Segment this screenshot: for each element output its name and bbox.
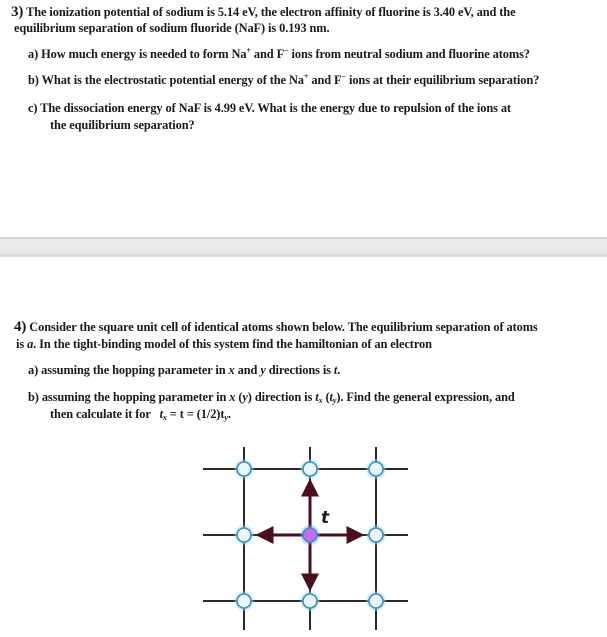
- problem-3-number: 3): [11, 4, 24, 20]
- part-label: c): [28, 101, 38, 115]
- atom-icon: [365, 590, 387, 612]
- part-label: b): [28, 73, 39, 87]
- part-label: b): [28, 390, 39, 404]
- problem-3-intro-line-1: 3) The ionization potential of sodium is 5.14 eV, the electron affinity of fluorine is 3.40 eV, and the: [11, 4, 516, 20]
- atom-icon: [299, 458, 321, 480]
- problem-3-part-b: b) What is the electrostatic potential energy of the Na+ and F− ions at their equilibrium separation?: [28, 72, 540, 87]
- atom-icon: [233, 590, 255, 612]
- problem-4-part-a: a) assuming the hopping parameter in x and y directions is t.: [28, 363, 341, 377]
- atom-icon: [365, 524, 387, 546]
- atom-icon: [233, 458, 255, 480]
- problem-3-part-c-line-2: the equilibrium separation?: [50, 118, 195, 132]
- problem-3-intro-line-2: equilibrium separation of sodium fluoride (NaF) is 0.193 nm.: [14, 21, 330, 35]
- problem-3-part-a: a) How much energy is needed to form Na+ and F− ions from neutral sodium and fluorine atoms?: [28, 46, 530, 61]
- section-divider: [0, 237, 607, 257]
- problem-4-number: 4): [14, 319, 27, 335]
- part-label: a): [28, 363, 39, 377]
- atom-icon: [233, 524, 255, 546]
- square-lattice-figure: [190, 420, 410, 637]
- hopping-parameter-label: t: [321, 508, 330, 528]
- problem-4-intro-line-2: is a. In the tight-binding model of this system find the hamiltonian of an electron: [16, 337, 432, 351]
- problem-3-part-c-line-1: c) The dissociation energy of NaF is 4.99 eV. What is the energy due to repulsion of the ions at: [28, 101, 511, 115]
- center-atom-icon: [299, 524, 321, 546]
- problem-4-part-b-line-1: b) assuming the hopping parameter in x (y) direction is $t_x$ $(t_y)$. Find the general expression, and: [28, 390, 515, 405]
- problem-4-part-b-line-2: then calculate it for $t_x = t = (1/2)t_y$.: [50, 407, 231, 422]
- problem-4-intro-line-1: 4) Consider the square unit cell of identical atoms shown below. The equilibrium separation of atoms: [14, 319, 538, 335]
- atom-icon: [299, 590, 321, 612]
- part-label: a): [28, 47, 39, 61]
- atom-icon: [365, 458, 387, 480]
